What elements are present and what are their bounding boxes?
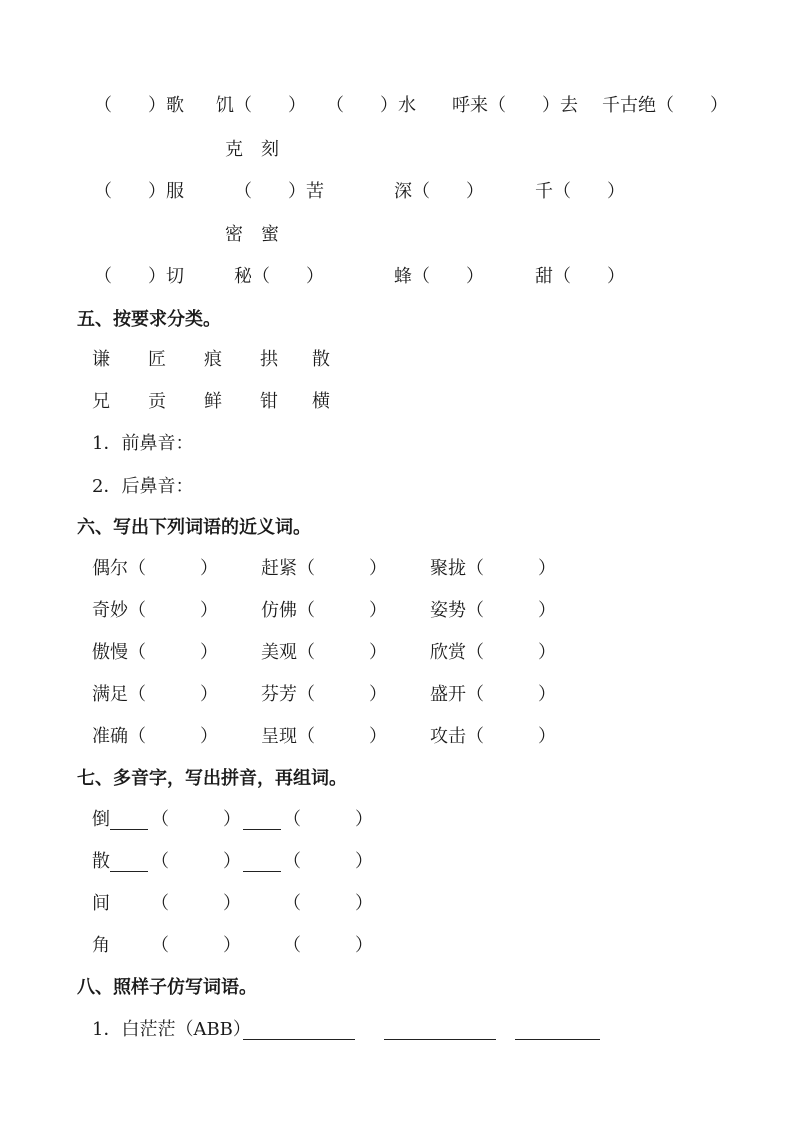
s7-paren: （ ）	[151, 809, 241, 830]
s4-r1-c2: 饥（ ）	[216, 95, 306, 116]
s6-word: 满足（ ）	[92, 684, 218, 705]
answer-blank[interactable]	[110, 811, 148, 830]
s6-word: 偶尔（ ）	[92, 558, 218, 579]
s6-word: 美观（ ）	[261, 642, 387, 663]
section-7-title: 七、多音字，写出拼音，再组词。	[77, 768, 347, 789]
s6-word: 攻击（ ）	[430, 726, 556, 747]
s4-sub1: 克 刻	[225, 139, 279, 160]
s6-word: 盛开（ ）	[430, 684, 556, 705]
s6-word: 赶紧（ ）	[261, 558, 387, 579]
s6-word: 呈现（ ）	[261, 726, 387, 747]
answer-blank[interactable]	[515, 1021, 600, 1040]
s7-char: 倒	[92, 809, 110, 830]
s4-r2-c1: （ ）服	[94, 181, 184, 202]
s7-paren: （ ）	[151, 893, 241, 914]
s5-char: 钳	[260, 391, 278, 412]
s4-r2-c3: 深（ ）	[394, 181, 484, 202]
s5-char: 贡	[148, 391, 166, 412]
s4-r3-c3: 蜂（ ）	[394, 266, 484, 287]
answer-blank[interactable]	[243, 853, 281, 872]
s5-char: 痕	[204, 349, 222, 370]
s5-char: 散	[312, 349, 330, 370]
s4-r2-c2: （ ）苦	[234, 181, 324, 202]
s5-item-2: 2．后鼻音：	[92, 476, 194, 497]
answer-blank[interactable]	[243, 811, 281, 830]
s5-item-1: 1．前鼻音：	[92, 433, 194, 454]
s8-item-1: 1．白茫茫（ABB）	[92, 1019, 251, 1040]
answer-blank[interactable]	[384, 1021, 496, 1040]
s5-char: 谦	[92, 349, 110, 370]
s7-paren: （ ）	[283, 893, 373, 914]
s7-paren: （ ）	[151, 935, 241, 956]
s4-r3-c1: （ ）切	[94, 266, 184, 287]
s4-r1-c4: 呼来（ ）去	[452, 95, 578, 116]
s4-r2-c4: 千（ ）	[535, 181, 625, 202]
s6-word: 芬芳（ ）	[261, 684, 387, 705]
answer-blank[interactable]	[243, 1021, 355, 1040]
s6-word: 傲慢（ ）	[92, 642, 218, 663]
s4-r1-c5: 千古绝（ ）	[602, 95, 728, 116]
s7-char: 角	[92, 935, 110, 956]
s6-word: 姿势（ ）	[430, 600, 556, 621]
s6-word: 奇妙（ ）	[92, 600, 218, 621]
s5-char: 拱	[260, 349, 278, 370]
s5-char: 兄	[92, 391, 110, 412]
s7-char: 间	[92, 893, 110, 914]
s4-r3-c4: 甜（ ）	[535, 266, 625, 287]
s7-paren: （ ）	[283, 935, 373, 956]
s4-sub2: 密 蜜	[225, 224, 279, 245]
s5-char: 横	[312, 391, 330, 412]
s5-char: 鲜	[204, 391, 222, 412]
s4-r1-c3: （ ）水	[326, 95, 416, 116]
s4-r1-c1: （ ）歌	[94, 95, 184, 116]
s6-word: 聚拢（ ）	[430, 558, 556, 579]
section-8-title: 八、照样子仿写词语。	[77, 977, 257, 998]
section-5-title: 五、按要求分类。	[77, 309, 221, 330]
s6-word: 准确（ ）	[92, 726, 218, 747]
s6-word: 仿佛（ ）	[261, 600, 387, 621]
s7-paren: （ ）	[283, 851, 373, 872]
s7-char: 散	[92, 851, 110, 872]
s7-paren: （ ）	[151, 851, 241, 872]
s5-char: 匠	[148, 349, 166, 370]
s6-word: 欣赏（ ）	[430, 642, 556, 663]
answer-blank[interactable]	[110, 853, 148, 872]
s4-r3-c2: 秘（ ）	[234, 266, 324, 287]
section-6-title: 六、写出下列词语的近义词。	[77, 517, 311, 538]
s7-paren: （ ）	[283, 809, 373, 830]
